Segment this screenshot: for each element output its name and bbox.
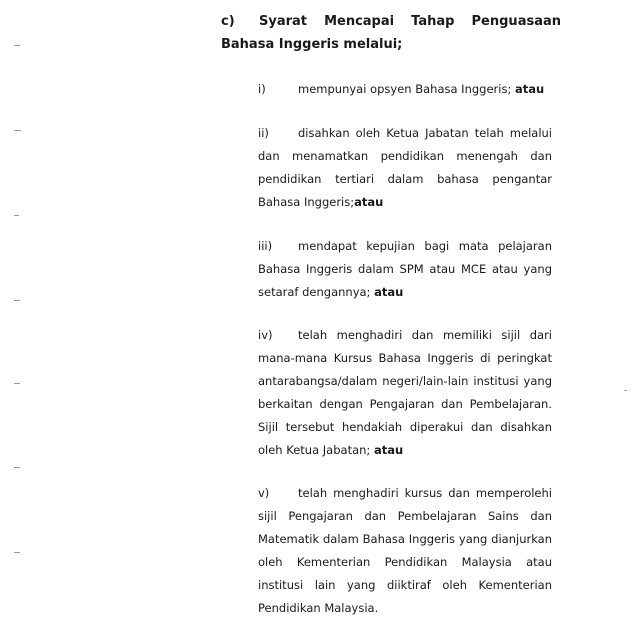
scan-mark (14, 300, 20, 301)
conjunction: atau (373, 443, 404, 457)
list-item (258, 235, 552, 304)
item-text: disahkan oleh Ketua Jabatan telah melalui dan menamatkan pendidikan menengah dan pendidikan tertiari dalam bahasa pengantar Bahasa Inggeris; (258, 126, 552, 209)
list-item (258, 482, 552, 620)
section-title: Syarat Mencapai Tahap Penguasaan Bahasa Inggeris melalui; (221, 14, 561, 52)
item-number: ii) (258, 126, 269, 140)
scan-mark (14, 552, 20, 553)
list-item (258, 324, 552, 462)
item-text: telah menghadiri kursus dan memperolehi sijil Pengajaran dan Pembelajaran Sains dan Matematik dalam Bahasa Inggeris yang dianjurkan oleh Kementerian Pendidikan Malaysia atau institusi lain yang diiktiraf oleh Kementerian Pendidikan Malaysia. (258, 486, 552, 615)
section-number: c) (221, 14, 235, 29)
conjunction: atau (354, 195, 384, 209)
item-number: iii) (258, 239, 273, 253)
conjunction: atau (374, 285, 404, 299)
scan-mark (14, 215, 19, 216)
item-number: v) (258, 486, 270, 500)
scan-mark (624, 390, 627, 391)
list-item (258, 78, 552, 101)
item-number: i) (258, 82, 266, 96)
item-text: mendapat kepujian bagi mata pelajaran Bahasa Inggeris dalam SPM atau MCE atau yang setaraf dengannya; (258, 239, 552, 299)
conjunction: atau (514, 82, 545, 96)
section-heading (221, 10, 561, 56)
item-number: iv) (258, 328, 273, 342)
list-item (258, 122, 552, 214)
scan-mark (14, 383, 20, 384)
item-text: telah menghadiri dan memiliki sijil dari mana-mana Kursus Bahasa Inggeris di peringkat antarabangsa/dalam negeri/lain-lain institusi yang berkaitan dengan Pengajaran dan Pembelajaran. Sijil tersebut hendakiah diperakui dan disahkan oleh Ketua Jabatan; (258, 328, 552, 457)
item-text: mempunyai opsyen Bahasa Inggeris; (298, 82, 512, 96)
scan-mark (14, 45, 20, 46)
scan-mark (14, 130, 21, 131)
scan-mark (14, 467, 20, 468)
